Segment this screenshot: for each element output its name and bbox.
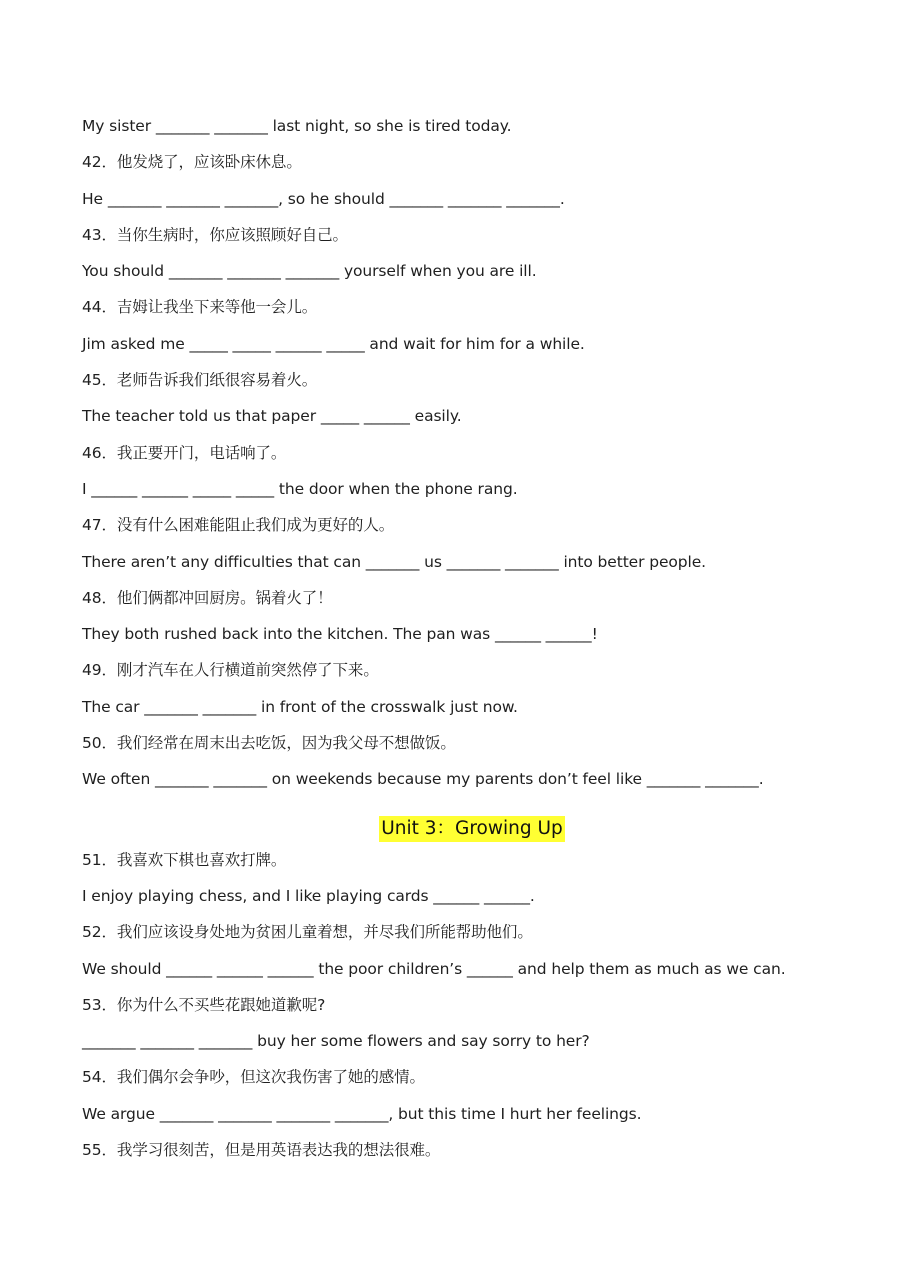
question-prompt: 50．我们经常在周末出去吃饭，因为我父母不想做饭。 (82, 734, 456, 753)
unit-heading: Unit 3：Growing Up (379, 816, 565, 842)
answer-sentence: My sister _______ _______ last night, so she is tired today. (82, 117, 512, 135)
question-prompt: 44．吉姆让我坐下来等他一会儿。 (82, 298, 318, 317)
answer-sentence: The teacher told us that paper _____ ______ easily. (82, 407, 462, 426)
answer-sentence: The car _______ _______ in front of the crosswalk just now. (82, 697, 518, 716)
exercise-block-unit2 (82, 113, 862, 803)
question-prompt: 51．我喜欢下棋也喜欢打牌。 (82, 850, 287, 869)
question-prompt: 42．他发烧了，应该卧床休息。 (82, 153, 302, 172)
answer-sentence: I ______ ______ _____ _____ the door when the phone rang. (82, 479, 518, 498)
exercise-block-unit3 (82, 847, 862, 1174)
answer-sentence: I enjoy playing chess, and I like playing cards ______ ______. (82, 886, 535, 905)
answer-sentence: They both rushed back into the kitchen. The pan was ______ ______! (82, 625, 598, 644)
answer-sentence: You should _______ _______ _______ yourself when you are ill. (82, 262, 537, 281)
worksheet-page (82, 113, 862, 1173)
question-prompt: 43．当你生病时，你应该照顾好自己。 (82, 225, 348, 244)
answer-sentence: There aren’t any difficulties that can _______ us _______ _______ into better people. (82, 552, 706, 571)
answer-sentence: We should ______ ______ ______ the poor children’s ______ and help them as much as we can. (82, 959, 786, 978)
question-prompt: 54．我们偶尔会争吵，但这次我伤害了她的感情。 (82, 1068, 425, 1087)
question-prompt: 45．老师告诉我们纸很容易着火。 (82, 371, 318, 390)
answer-sentence: We argue _______ _______ _______ _______, but this time I hurt her feelings. (82, 1104, 642, 1123)
answer-sentence: We often _______ _______ on weekends because my parents don’t feel like _______ _______. (82, 770, 764, 789)
question-prompt: 52．我们应该设身处地为贫困儿童着想，并尽我们所能帮助他们。 (82, 923, 533, 942)
question-prompt: 48．他们俩都冲回厨房。锅着火了！ (82, 588, 333, 607)
question-prompt: 55．我学习很刻苦，但是用英语表达我的想法很难。 (82, 1141, 441, 1160)
question-prompt: 49．刚才汽车在人行横道前突然停了下来。 (82, 661, 379, 680)
question-prompt: 46．我正要开门，电话响了。 (82, 443, 287, 462)
question-prompt: 47．没有什么困难能阻止我们成为更好的人。 (82, 516, 395, 535)
answer-sentence: _______ _______ _______ buy her some flowers and say sorry to her? (82, 1032, 590, 1051)
question-prompt: 53．你为什么不买些花跟她道歉呢? (82, 995, 326, 1014)
answer-sentence: He _______ _______ _______, so he should _______ _______ _______. (82, 189, 565, 208)
answer-sentence: Jim asked me _____ _____ ______ _____ and wait for him for a while. (82, 334, 585, 353)
unit-heading-row (82, 803, 862, 847)
